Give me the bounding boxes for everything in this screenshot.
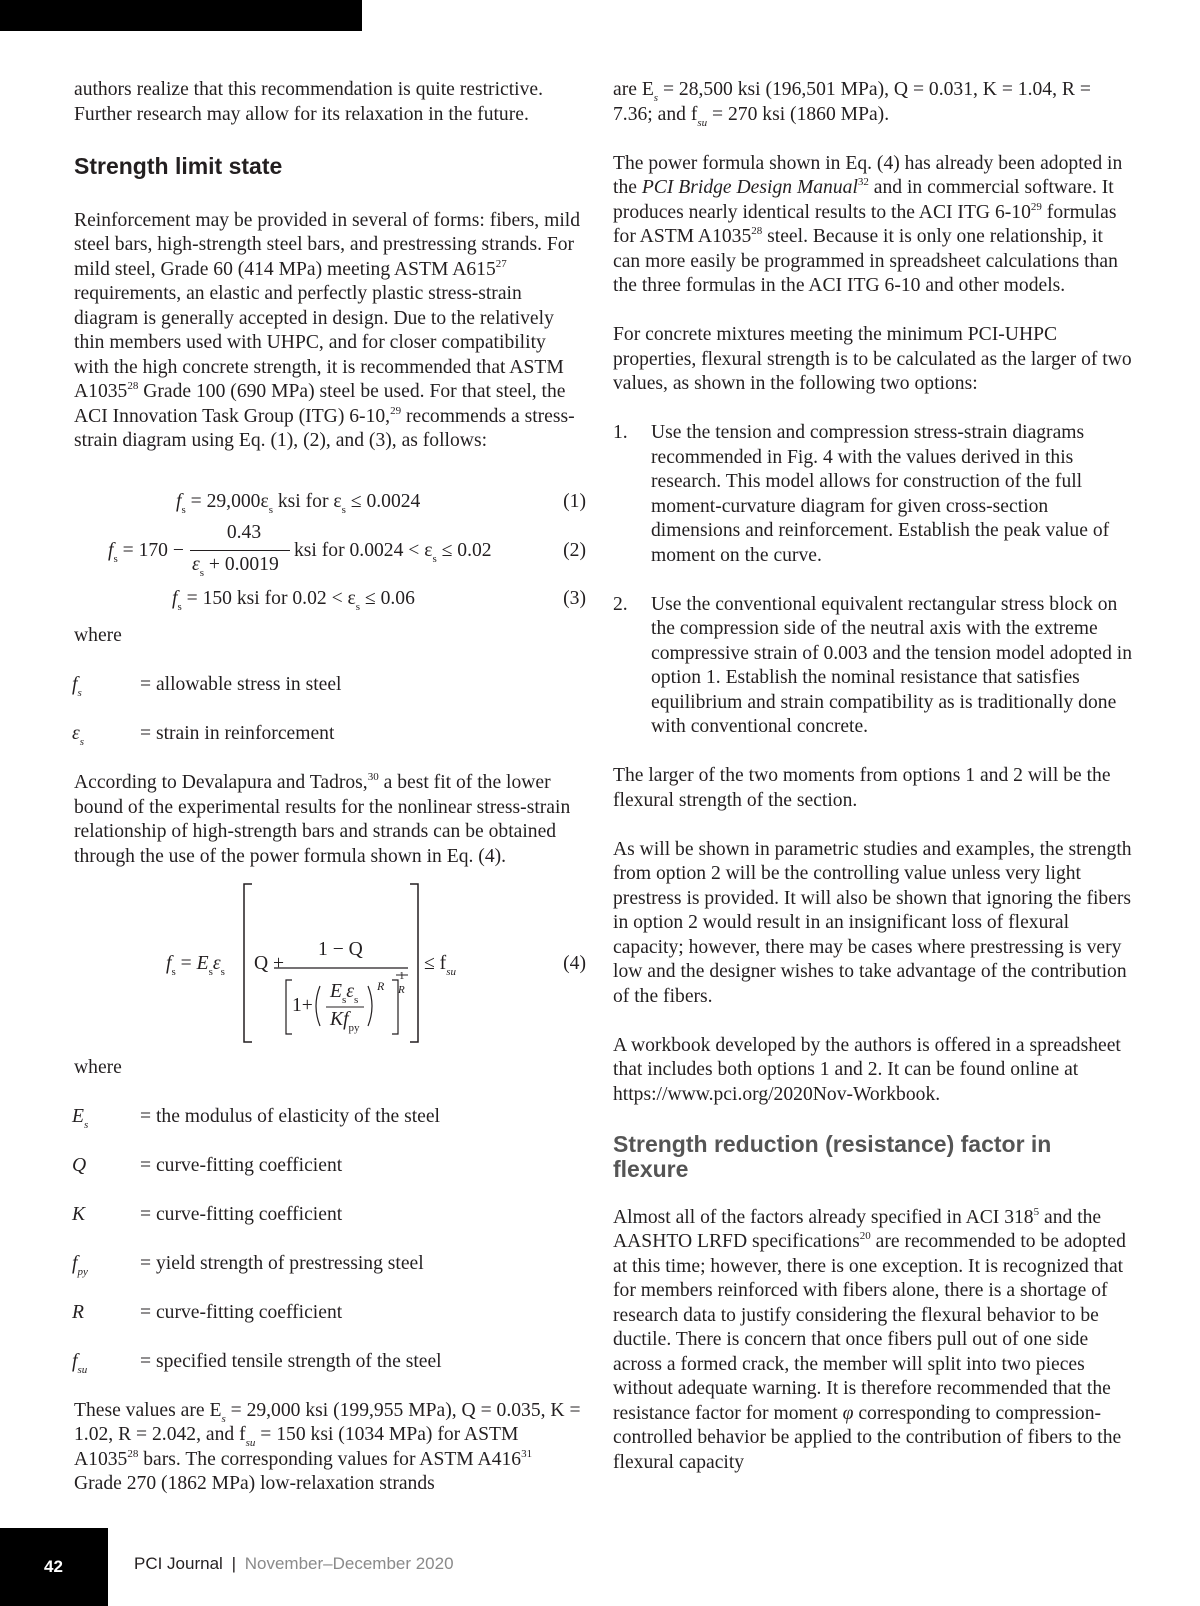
paragraph-concrete-mixtures: For concrete mixtures meeting the minimum PCI-UHPC properties, flexural strength is to be calculated as the larger of two values, as shown in the following two options: [613, 324, 1132, 394]
equation-1: $f_s = 29,000\varepsilon_s$ ksi for $\varepsilon_s \le 0.0024$ (1) [176, 491, 586, 516]
page-footer [0, 1528, 1200, 1606]
list-item: 2. Use the conventional equivalent rectangular stress block on the compression side of the neutral axis with the extreme compressive strain of 0.003 and the tension model adopted in option 1. Establish the nominal resistance that satisfies equilibrium and strain compatibility as is traditionally done with conventional concrete. [613, 593, 1133, 737]
issue-date: November–December 2020 [244, 1554, 454, 1573]
equation-4-brackets [74, 882, 584, 1050]
paragraph-reinforcement: Reinforcement may be provided in several of forms: fibers, mild steel bars, high-strength steel bars, and prestressing strands. For mild steel, Grade 60 (414 MPa) meeting ASTM $A615^{27}$ requirements, an elastic and perfectly plastic stress-strain diagram is generally accepted in design. Due to the relatively thin members used with UHPC, and for closer compatibility with the high concrete strength, it is recommended that ASTM A1035$^{28}$ Grade 100 (690 MPa) steel be used. For that steel, the ACI Innovation Task Group (ITG) 6-10,29 recommends a stress-strain diagram using Eq. (1), (2), and (3), as follows: [74, 209, 581, 451]
definition-R: R = curve-fitting coefficient [72, 1301, 343, 1323]
definition-K: K = curve-fitting coefficient [72, 1203, 343, 1225]
paragraph-workbook: A workbook developed by the authors is offered in a spreadsheet that includes both options 1 and 2. It can be found online at https://www.pci.org/2020Nov-Workbook. [613, 1034, 1121, 1105]
journal-info [134, 1554, 454, 1574]
paragraph-parametric-studies: As will be shown in parametric studies and examples, the strength from option 2 will be the controlling value unless very light prestress is provided. It will also be shown that ignoring the fibers in option 2 would result in an insignificant loss of flexural capacity; however, there may be cases where prestressing is very low and the designer wishes to take advantage of the contribution of the fibers. [613, 838, 1132, 1007]
equation-2: $f_s = 170$ − 0.43 $\varepsilon_s + 0.0019$ ksi for $0.0024 < \varepsilon_s \le 0.02$ (2) [108, 522, 586, 579]
definition-fs: $f_s$ = allowable stress in steel [72, 674, 342, 699]
right-column [613, 78, 1133, 1500]
paragraph-strand-values: are $E_s = 28,500$ ksi (196,501 MPa), Q = 0.031, K = 1.04, R = 7.36; and $f_{su} = 270$ ksi (1860 MPa). [613, 79, 1091, 129]
paragraph-resistance-factor: Almost all of the factors already specified in ACI $318^5$ and the AASHTO LRFD specifications$^{20}$ are recommended to be adopted at this time; however, there is one exception. It is recognized that for members reinforced with fibers alone, there is a shortage of research data to justify considering the flexural behavior to be ductile. There is concern that once fibers pull out of one side across a formed crack, the member will split into two pieces without adequate warning. It is therefore recommended that the resistance factor for moment φ corresponding to compression-controlled behavior be applied to the contribution of fibers to the flexural capacity [613, 1205, 1126, 1473]
footer-separator: | [231, 1554, 236, 1573]
definition-epsilon-s: $\varepsilon_s$ = strain in reinforcement [72, 723, 335, 748]
equation-3: $f_s = 150$ ksi for $0.02 < \varepsilon_s \le 0.06$ (3) [172, 588, 586, 613]
definition-fpy: $f_{py}$ = yield strength of prestressing steel [72, 1252, 424, 1278]
journal-name: PCI Journal [134, 1554, 223, 1573]
where-label-2: where [74, 1056, 122, 1078]
paragraph-values: These values are $E_s = 29,000$ ksi (199,955 MPa), Q = 0.035, K = 1.02, R = 2.042, and $f_{su} = 150$ ksi (1034 MPa) for ASTM A1035$^{28}$ bars. The corresponding values for ASTM $A416^{31}$ Grade 270 (1862 MPa) low-relaxation strands [74, 1399, 581, 1494]
page-number: 42 [0, 1528, 108, 1606]
section-heading-strength-limit-state: Strength limit state [74, 152, 283, 179]
paragraph-larger-moments: The larger of the two moments from options 1 and 2 will be the flexural strength of the section. [613, 765, 1111, 811]
definition-Q: Q = curve-fitting coefficient [72, 1154, 343, 1176]
paragraph-power-formula: The power formula shown in Eq. (4) has already been adopted in the PCI Bridge Design Manual$^{32}$ and in commercial software. It produces nearly identical results to the ACI ITG $6-10^{29}$ formulas for ASTM A1035$^{28}$ steel. Because it is only one relationship, it can more easily be programmed in spreadsheet calculations than the three formulas in the ACI ITG 6-10 and other models. [613, 152, 1123, 296]
options-list [613, 421, 1133, 740]
where-label-1: where [74, 625, 122, 646]
left-column [74, 78, 584, 1521]
top-black-bar [0, 0, 362, 31]
intro-paragraph: authors realize that this recommendation is quite restrictive. Further research may allow for its relaxation in the future. [74, 79, 544, 125]
section-heading-strength-reduction: Strength reduction (resistance) factor in flexure [613, 1130, 1052, 1182]
paragraph-devalapura: According to Devalapura and Tadros,$^{30}$ a best fit of the lower bound of the experimental results for the nonlinear stress-strain relationship of high-strength bars and strands can be obtained through the use of the power formula shown in Eq. (4). [74, 771, 571, 867]
definition-fsu: $f_{su}$ = specified tensile strength of the steel [72, 1350, 442, 1376]
definition-Es: $E_s$ = the modulus of elasticity of the steel [72, 1105, 440, 1131]
list-item: 1. Use the tension and compression stress-strain diagrams recommended in Fig. 4 with the values derived in this research. This model allows for construction of the full moment-curvature diagram for given cross-section dimensions and reinforcement. Establish the peak value of moment on the curve. [613, 422, 1110, 566]
equation-4: $f_s = E_s\varepsilon_s$ Q + 1 − Q 1+ $E_s\varepsilon_s$ $Kf_{py}$ R 1 R ≤ $f_{su}$ (4) [74, 882, 584, 1050]
